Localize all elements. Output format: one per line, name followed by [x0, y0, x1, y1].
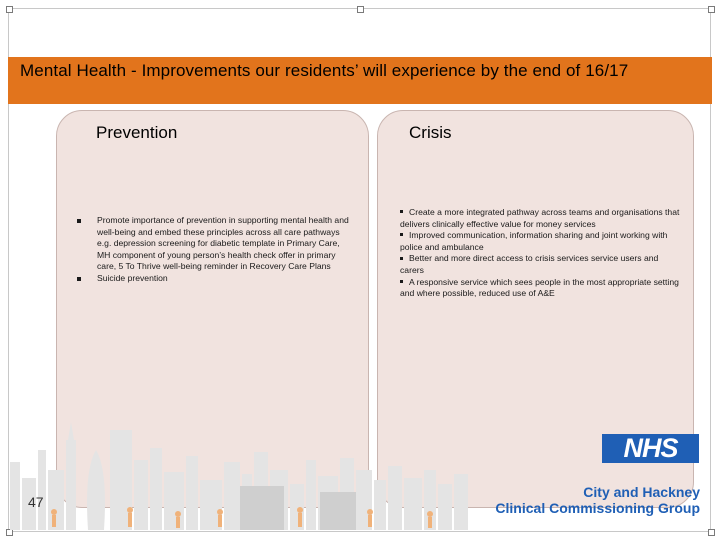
- slide-title: Mental Health - Improvements our residents’ will experience by the end of 16/17: [20, 61, 629, 80]
- resize-handle-top-left[interactable]: [6, 6, 13, 13]
- resize-handle-top-right[interactable]: [708, 6, 715, 13]
- org-name-line1: City and Hackney: [583, 484, 700, 500]
- org-name-line2: Clinical Commissioning Group: [495, 500, 700, 516]
- nhs-logo: NHS: [602, 434, 699, 463]
- bullet-icon: [77, 277, 81, 281]
- list-item: Better and more direct access to crisis services service users and carers: [400, 253, 659, 275]
- prevention-heading: Prevention: [96, 123, 178, 142]
- resize-handle-top-center[interactable]: [357, 6, 364, 13]
- list-item: Suicide prevention: [77, 273, 349, 285]
- bullet-icon: [400, 233, 403, 236]
- list-item: Improved communication, information sharing and joint working with police and ambulance: [400, 230, 668, 252]
- list-item: A responsive service which sees people in the most appropriate setting and where possible, reduced use of A&E: [400, 276, 679, 299]
- list-item: Promote importance of prevention in supporting mental health and well-being and embed these principles across all care pathways e.g. depression screening for diabetic template in Primary Care, MH component of young person’s health check offer in primary care, 5 To Thrive well-being reminder in Recovery Care Plans: [77, 215, 349, 273]
- list-item: Create a more integrated pathway across teams and organisations that delivers clinically effective value for money services: [400, 207, 680, 229]
- resize-handle-bottom-right[interactable]: [708, 529, 715, 536]
- bullet-icon: [400, 210, 403, 213]
- prevention-list: [77, 215, 349, 285]
- bullet-icon: [400, 257, 403, 260]
- bullet-icon: [77, 219, 81, 223]
- city-skyline-illustration: [10, 400, 470, 530]
- crisis-list: [400, 207, 682, 300]
- page-number: 47: [28, 494, 44, 510]
- crisis-heading: Crisis: [409, 123, 452, 142]
- bullet-icon: [400, 280, 403, 283]
- resize-handle-bottom-left[interactable]: [6, 529, 13, 536]
